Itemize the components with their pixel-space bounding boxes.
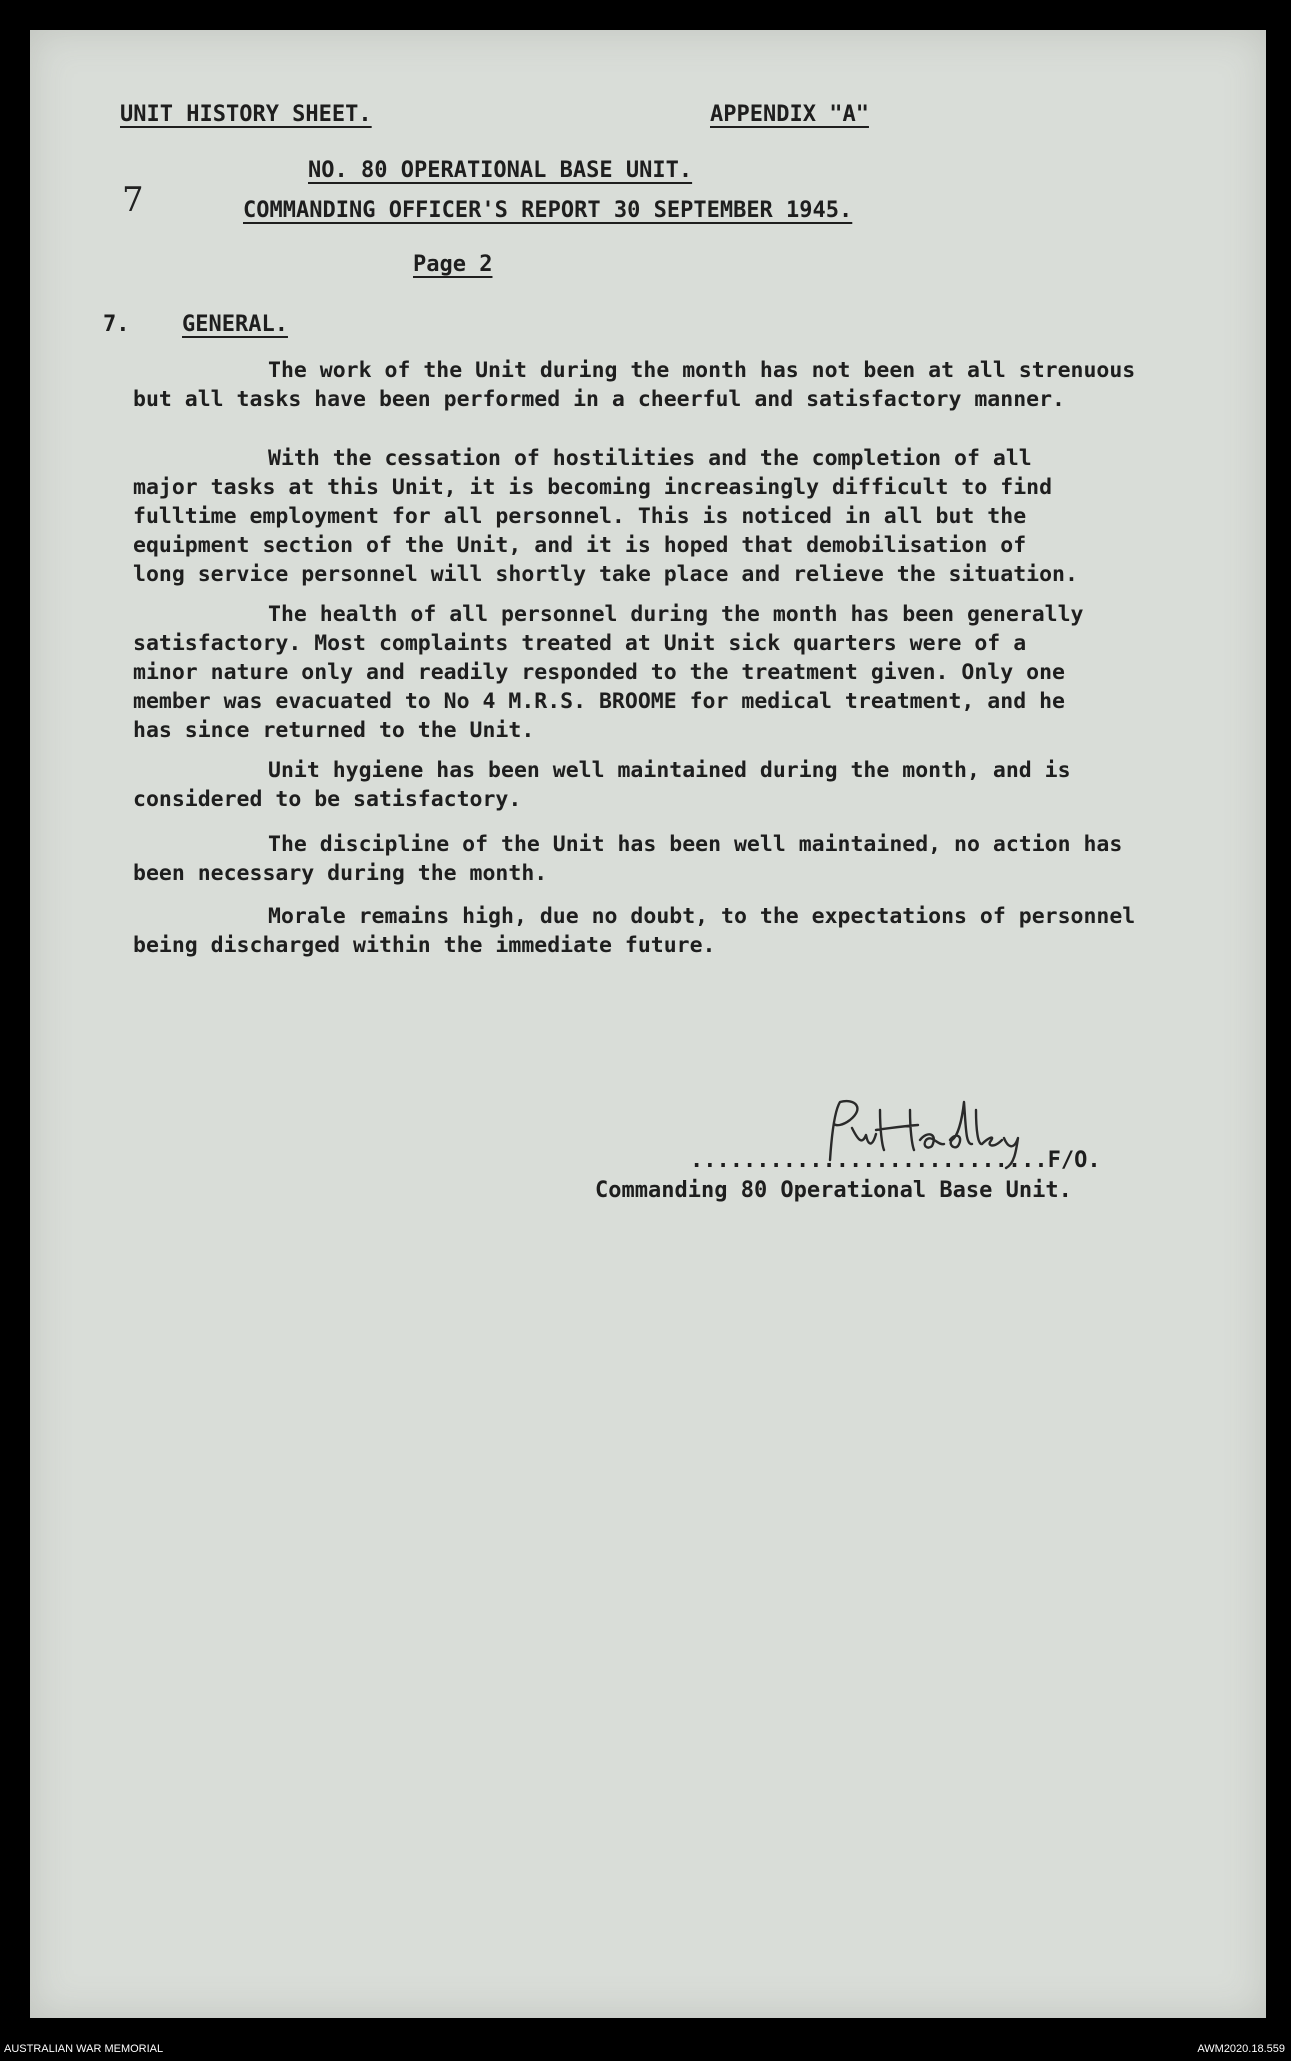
footer-left: AUSTRALIAN WAR MEMORIAL — [4, 2043, 164, 2055]
paragraph-morale: Morale remains high, due no doubt, to the expectations of personnel being discharged within the immediate future. — [133, 904, 1136, 958]
report-title: COMMANDING OFFICER'S REPORT 30 SEPTEMBER 1945. — [243, 198, 853, 223]
footer-right: AWM2020.18.559 — [1197, 2043, 1285, 2055]
signature-rank-line: ...........................F/O. — [690, 1148, 1101, 1173]
page-number: Page 2 — [413, 252, 493, 277]
paragraph-cessation: With the cessation of hostilities and the completion of all major tasks at this Unit, it is becoming increasingly difficult to find fulltime employment for all personnel. This is noticed in all but the equipment section of the Unit, and it is hoped that demobilisation of long service personnel will shortly take place and relieve the situation. — [133, 446, 1078, 587]
header-left: UNIT HISTORY SHEET. — [120, 102, 372, 127]
paragraph-work: The work of the Unit during the month has not been at all strenuous but all tasks have been performed in a cheerful and satisfactory manner. — [133, 358, 1136, 412]
signature-title: Commanding 80 Operational Base Unit. — [595, 1178, 1072, 1203]
paragraph-health: The health of all personnel during the month has been generally satisfactory. Most complaints treated at Unit sick quarters were of a minor nature only and readily responded to the treatment given. Only one member was evacuated to No 4 M.R.S. BROOME for medical treatment, and he has since returned to the Unit. — [133, 602, 1084, 743]
unit-title: NO. 80 OPERATIONAL BASE UNIT. — [308, 158, 693, 183]
header-right: APPENDIX "A" — [710, 102, 869, 127]
section-heading: GENERAL. — [182, 312, 288, 337]
paragraph-discipline: The discipline of the Unit has been well maintained, no action has been necessary during the month. — [133, 832, 1123, 886]
margin-mark: 7 — [122, 180, 144, 220]
section-number: 7. — [103, 312, 130, 337]
paragraph-hygiene: Unit hygiene has been well maintained during the month, and is considered to be satisfactory. — [133, 758, 1071, 812]
document-sheet — [30, 30, 1266, 2018]
